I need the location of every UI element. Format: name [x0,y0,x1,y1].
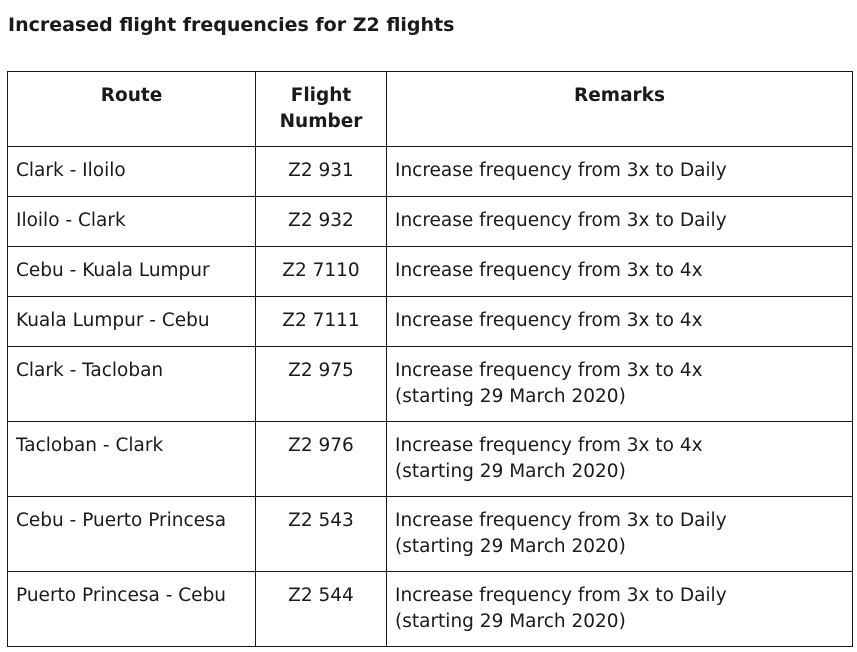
remarks-cell [387,297,853,347]
remarks-cell [387,572,853,647]
remark-start-date: (starting 29 March 2020) [395,536,626,557]
flight-number-cell: Z2 932 [256,197,387,247]
flight-number-cell: Z2 976 [256,422,387,497]
flight-number-cell: Z2 931 [256,147,387,197]
remark-line: Increase frequency from 3x to 4x [395,310,703,331]
table-row [8,497,853,572]
route-cell: Iloilo - Clark [8,197,256,247]
remark-line: Increase frequency from 3x to 4x [395,435,703,456]
table-row [8,297,853,347]
route-cell: Clark - Iloilo [8,147,256,197]
flight-number-cell: Z2 543 [256,497,387,572]
header-route: Route [8,72,256,147]
remarks-cell [387,422,853,497]
table-row [8,197,853,247]
remarks-cell [387,247,853,297]
flight-number-cell: Z2 7110 [256,247,387,297]
table-row [8,147,853,197]
route-cell: Kuala Lumpur - Cebu [8,297,256,347]
remarks-cell [387,197,853,247]
flight-number-cell: Z2 975 [256,347,387,422]
header-flight-number [256,72,387,147]
header-flight-number-line1: Flight [290,85,352,106]
table-row [8,572,853,647]
table-header-row [8,72,853,147]
remark-line: Increase frequency from 3x to Daily [395,160,727,181]
route-cell: Cebu - Kuala Lumpur [8,247,256,297]
header-remarks: Remarks [387,72,853,147]
remark-line: Increase frequency from 3x to Daily [395,585,727,606]
flight-number-cell: Z2 7111 [256,297,387,347]
table-row [8,347,853,422]
flight-frequency-table [7,71,853,647]
remark-line: Increase frequency from 3x to 4x [395,260,703,281]
remarks-cell [387,347,853,422]
remark-start-date: (starting 29 March 2020) [395,386,626,407]
page-title: Increased flight frequencies for Z2 flights [8,14,455,36]
flight-number-cell: Z2 544 [256,572,387,647]
remarks-cell [387,147,853,197]
route-cell: Tacloban - Clark [8,422,256,497]
table-row [8,247,853,297]
remark-line: Increase frequency from 3x to 4x [395,360,703,381]
route-cell: Puerto Princesa - Cebu [8,572,256,647]
route-cell: Clark - Tacloban [8,347,256,422]
remark-line: Increase frequency from 3x to Daily [395,210,727,231]
remarks-cell [387,497,853,572]
route-cell: Cebu - Puerto Princesa [8,497,256,572]
remark-start-date: (starting 29 March 2020) [395,461,626,482]
header-flight-number-line2: Number [279,111,363,132]
remark-start-date: (starting 29 March 2020) [395,611,626,632]
remark-line: Increase frequency from 3x to Daily [395,510,727,531]
table-row [8,422,853,497]
